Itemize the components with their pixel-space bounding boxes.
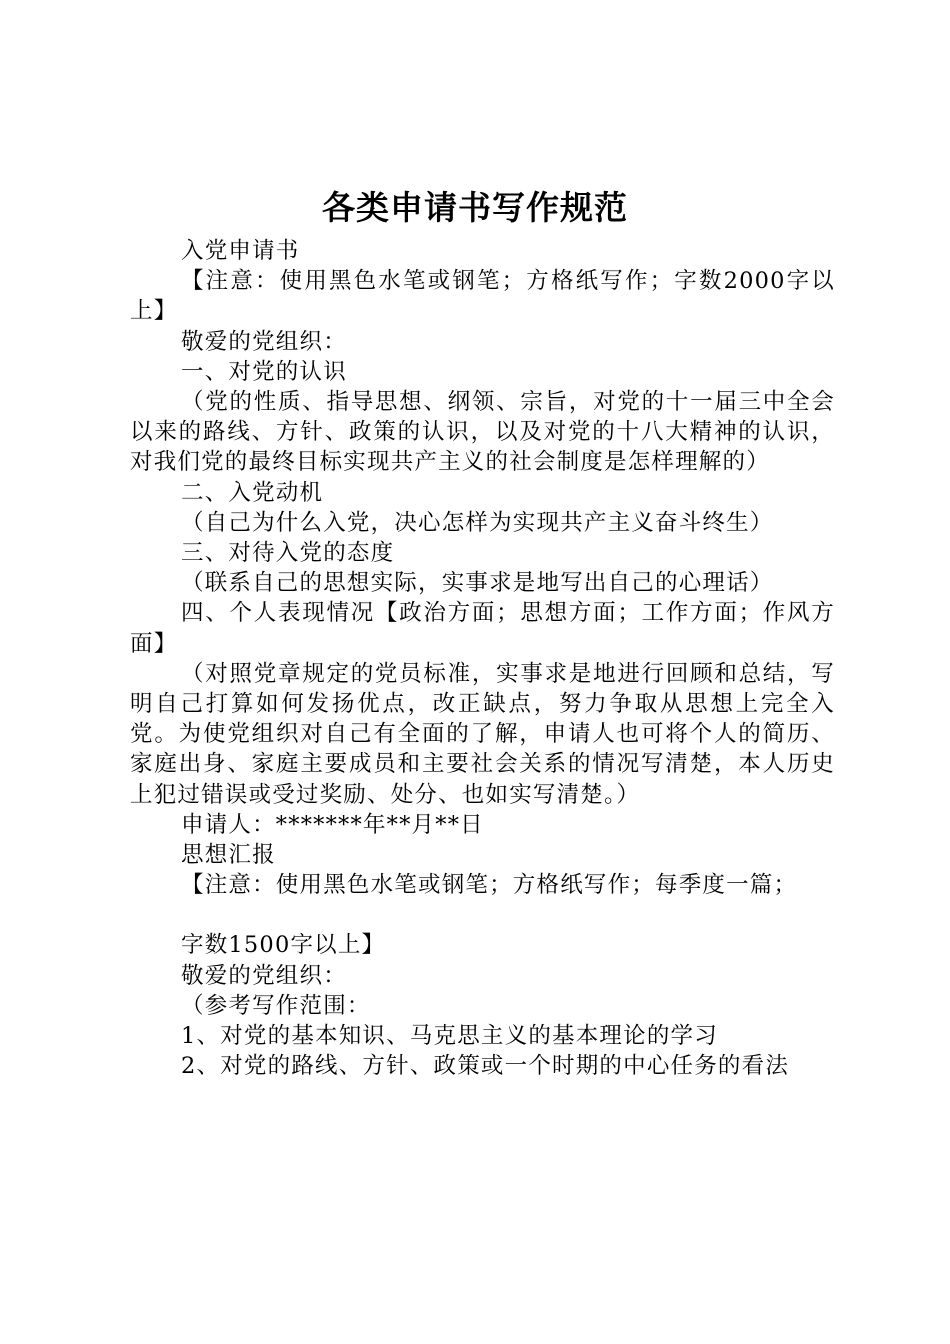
paragraph-scope-item-2: 2、对党的路线、方针、政策或一个时期的中心任务的看法	[181, 1053, 790, 1080]
paragraph-sixiang-notice: 【注意：使用黑色水笔或钢笔；方格纸写作；每季度一篇；	[181, 872, 798, 899]
paragraph-applicant-signature: 申请人：*******年**月**日	[181, 811, 484, 838]
paragraph-section-3: 三、对待入党的态度	[181, 540, 395, 567]
paragraph-rudang-heading: 入党申请书	[181, 238, 300, 264]
blank-line	[130, 900, 835, 930]
document-title: 各类申请书写作规范	[322, 188, 628, 227]
paragraph-section-4: 四、个人表现情况【政治方面；思想方面；工作方面；作风方面】	[130, 600, 835, 657]
paragraph-section-2-detail: （自己为什么入党，决心怎样为实现共产主义奋斗终生）	[181, 509, 774, 536]
paragraph-section-3-detail: （联系自己的思想实际，实事求是地写出自己的心理话）	[181, 570, 774, 597]
paragraph-section-2: 二、入党动机	[181, 479, 324, 506]
paragraph-salutation: 敬爱的党组织：	[181, 328, 347, 355]
paragraph-sixiang-notice-continued: 字数1500字以上】	[181, 932, 386, 959]
paragraph-rudang-notice: 【注意：使用黑色水笔或钢笔；方格纸写作；字数2000字以上】	[130, 268, 835, 325]
paragraph-section-1-detail: （党的性质、指导思想、纲领、宗旨，对党的十一届三中全会以来的路线、方针、政策的认识，以及对党的十八大精神的认识，对我们党的最终目标实现共产主义的社会制度是怎样理解的）	[130, 389, 835, 476]
paragraph-section-4-detail: （对照党章规定的党员标准，实事求是地进行回顾和总结，写明自己打算如何发扬优点，改正缺点，努力争取从思想上完全入党。为使党组织对自己有全面的了解，申请人也可将个人的简历、家庭出身、家庭主要成员和主要社会关系的情况写清楚，本人历史上犯过错误或受过奖励、处分、也如实写清楚。）	[130, 660, 835, 808]
paragraph-section-1: 一、对党的认识	[181, 358, 347, 385]
document-body	[130, 236, 835, 1081]
paragraph-sixiang-heading: 思想汇报	[181, 842, 276, 869]
paragraph-reference-scope: （参考写作范围：	[181, 992, 371, 1019]
paragraph-scope-item-1: 1、对党的基本知识、马克思主义的基本理论的学习	[181, 1023, 718, 1050]
paragraph-salutation-2: 敬爱的党组织：	[181, 962, 347, 989]
